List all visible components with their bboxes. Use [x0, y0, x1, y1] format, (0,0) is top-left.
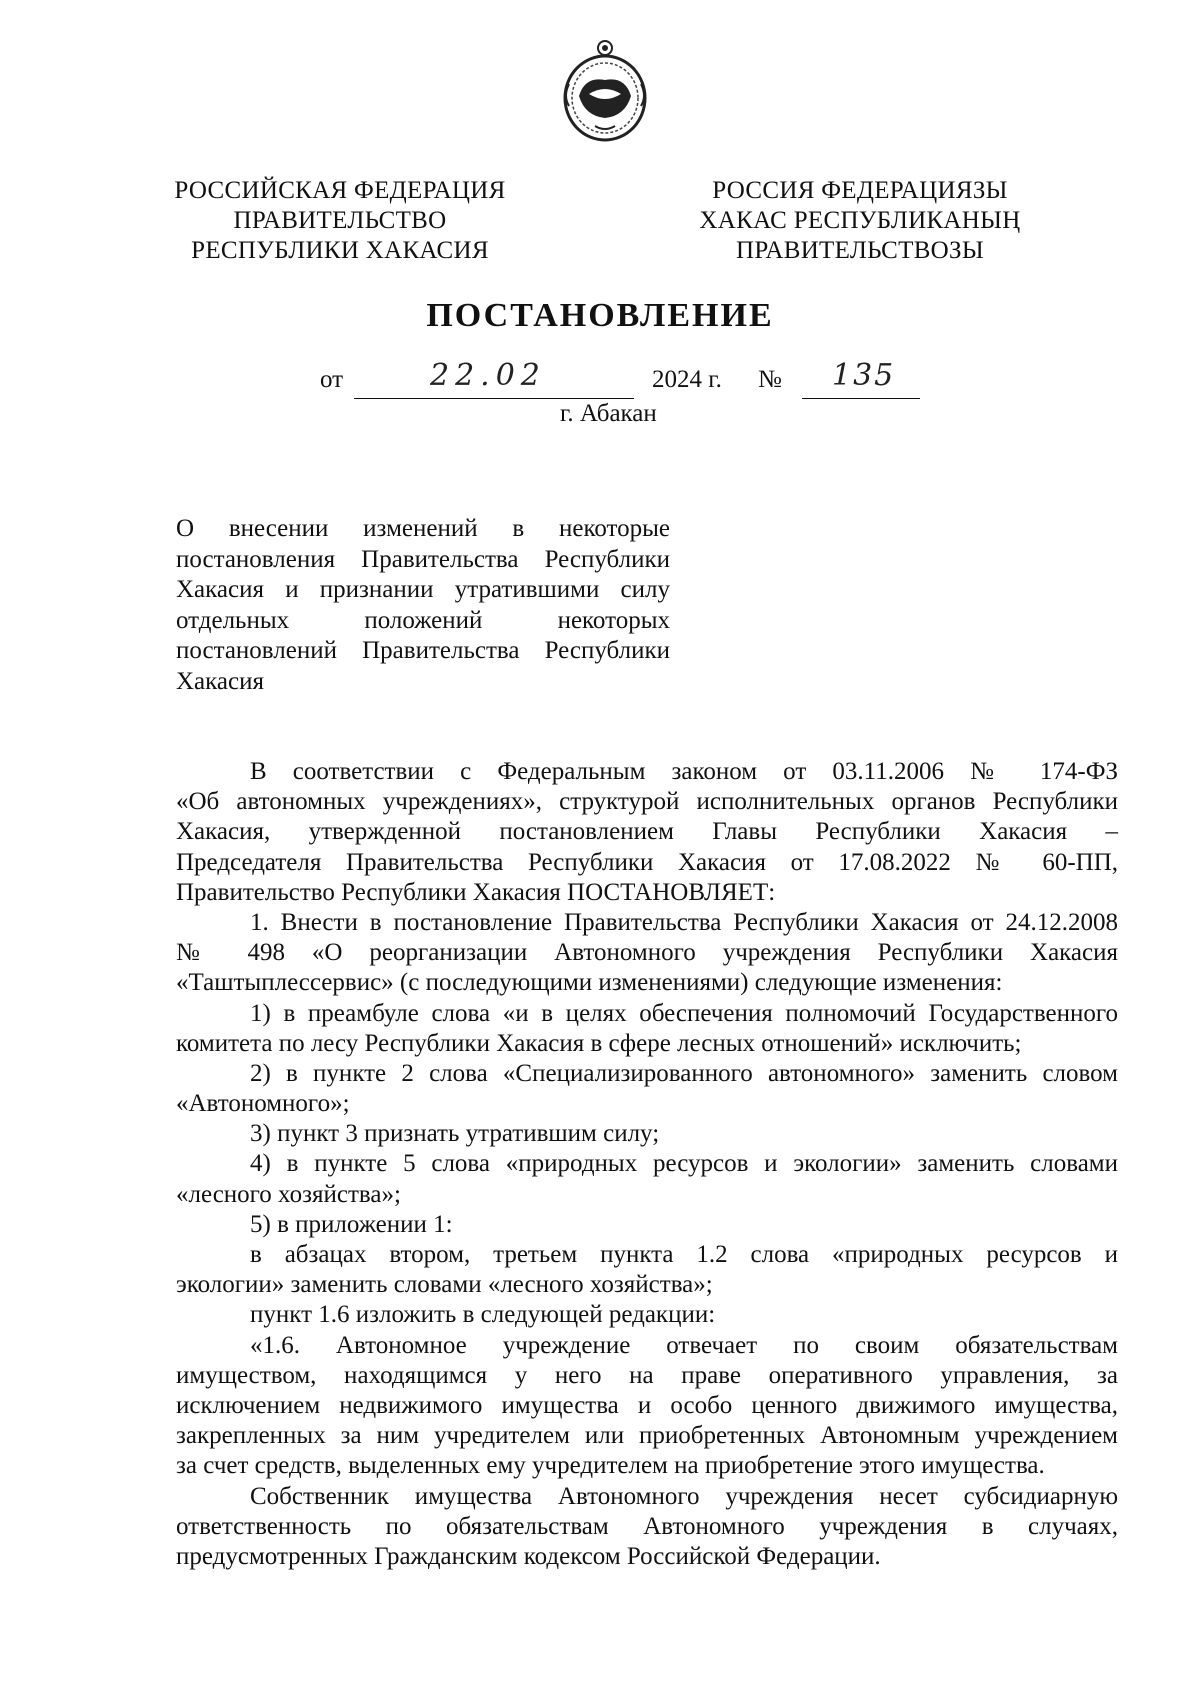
document-subject [176, 514, 670, 697]
header-right-line: РОССИЯ ФЕДЕРАЦИЯЗЫ [712, 177, 1008, 204]
document-body [176, 757, 1118, 1572]
body-line: № 498 «О реорганизации Автономного учреждения Республики Хакасия [176, 939, 1118, 967]
body-line: в абзацах втором, третьем пункта 1.2 слова «природных ресурсов и [250, 1241, 1118, 1268]
body-line: 1. Внести в постановление Правительства Республики Хакасия от 24.12.2008 [250, 908, 1118, 936]
body-line: «Таштыплессервис» (с последующими изменениями) следующие изменения: [176, 969, 1003, 997]
body-line: пункт 1.6 изложить в следующей редакции: [250, 1301, 716, 1329]
body-line: предусмотренных Гражданским кодексом Российской Федерации. [176, 1542, 881, 1570]
body-line: закрепленных за ним учредителем или приобретенных Автономным учреждением [176, 1422, 1118, 1450]
header-left-block [160, 176, 520, 266]
header-left-line: РЕСПУБЛИКИ ХАКАСИЯ [191, 237, 489, 264]
body-line: Правительство Республики Хакасия ПОСТАНОВЛЯЕТ: [176, 878, 776, 906]
body-line: 2) в пункте 2 слова «Специализированного автономного» заменить словом [250, 1059, 1118, 1087]
body-line: имуществом, находящимся у него на праве оперативного управления, за [176, 1361, 1118, 1389]
body-line: 4) в пункте 5 слова «природных ресурсов и экологии» заменить словами [250, 1150, 1118, 1178]
city: г. Абакан [560, 400, 657, 427]
header-right-line: ПРАВИТЕЛЬСТВОЗЫ [736, 237, 984, 264]
subject-line: Хакасия [176, 667, 264, 695]
body-line: экологии» заменить словами «лесного хозяйства»; [176, 1271, 713, 1299]
body-line: «Автономного»; [176, 1090, 350, 1118]
body-line: 1) в преамбуле слова «и в целях обеспечения полномочий Государственного [250, 999, 1118, 1027]
header-left-line: РОССИЙСКАЯ ФЕДЕРАЦИЯ [174, 177, 506, 204]
number-sign: № [758, 366, 782, 393]
body-line: за счет средств, выделенных ему учредителем на приобретение этого имущества. [176, 1452, 1045, 1480]
date-year: 2024 г. [652, 366, 722, 393]
body-line: Собственник имущества Автономного учреждения несет субсидиарную [250, 1482, 1118, 1510]
subject-line: постановлений Правительства Республики [176, 637, 670, 664]
body-line: «Об автономных учреждениях», структурой исполнительных органов Республики [176, 788, 1118, 816]
body-line: 5) в приложении 1: [250, 1210, 453, 1238]
body-line: Хакасия, утвержденной постановлением Главы Республики Хакасия – [176, 818, 1118, 846]
body-line: Председателя Правительства Республики Хакасия от 17.08.2022 № 60-ПП, [176, 848, 1118, 876]
document-title: ПОСТАНОВЛЕНИЕ [426, 297, 774, 334]
header-right-block [680, 176, 1040, 266]
body-line: «1.6. Автономное учреждение отвечает по своим обязательствам [250, 1331, 1118, 1359]
subject-line: отдельных положений некоторых [176, 606, 670, 634]
body-line: комитета по лесу Республики Хакасия в сфере лесных отношений» исключить; [176, 1029, 1022, 1057]
date-prefix: от [320, 366, 344, 393]
subject-line: Хакасия и признании утратившими силу [176, 576, 670, 603]
header-right-line: ХАКАС РЕСПУБЛИКАНЫҢ [699, 207, 1021, 234]
subject-line: О внесении изменений в некоторые [176, 515, 670, 542]
handwritten-date: 22.02 [430, 358, 546, 393]
subject-line: постановления Правительства Республики [176, 545, 670, 573]
coat-of-arms-emblem [555, 36, 655, 146]
handwritten-number: 135 [832, 358, 896, 393]
body-line: «лесного хозяйства»; [176, 1180, 401, 1208]
body-line: 3) пункт 3 признать утратившим силу; [250, 1120, 660, 1148]
body-line: исключением недвижимого имущества и особо ценного движимого имущества, [176, 1391, 1118, 1419]
body-line: В соответствии с Федеральным законом от 03.11.2006 № 174-ФЗ [250, 758, 1118, 785]
body-line: ответственность по обязательствам Автономного учреждения в случаях, [176, 1512, 1118, 1540]
header-left-line: ПРАВИТЕЛЬСТВО [233, 207, 447, 234]
